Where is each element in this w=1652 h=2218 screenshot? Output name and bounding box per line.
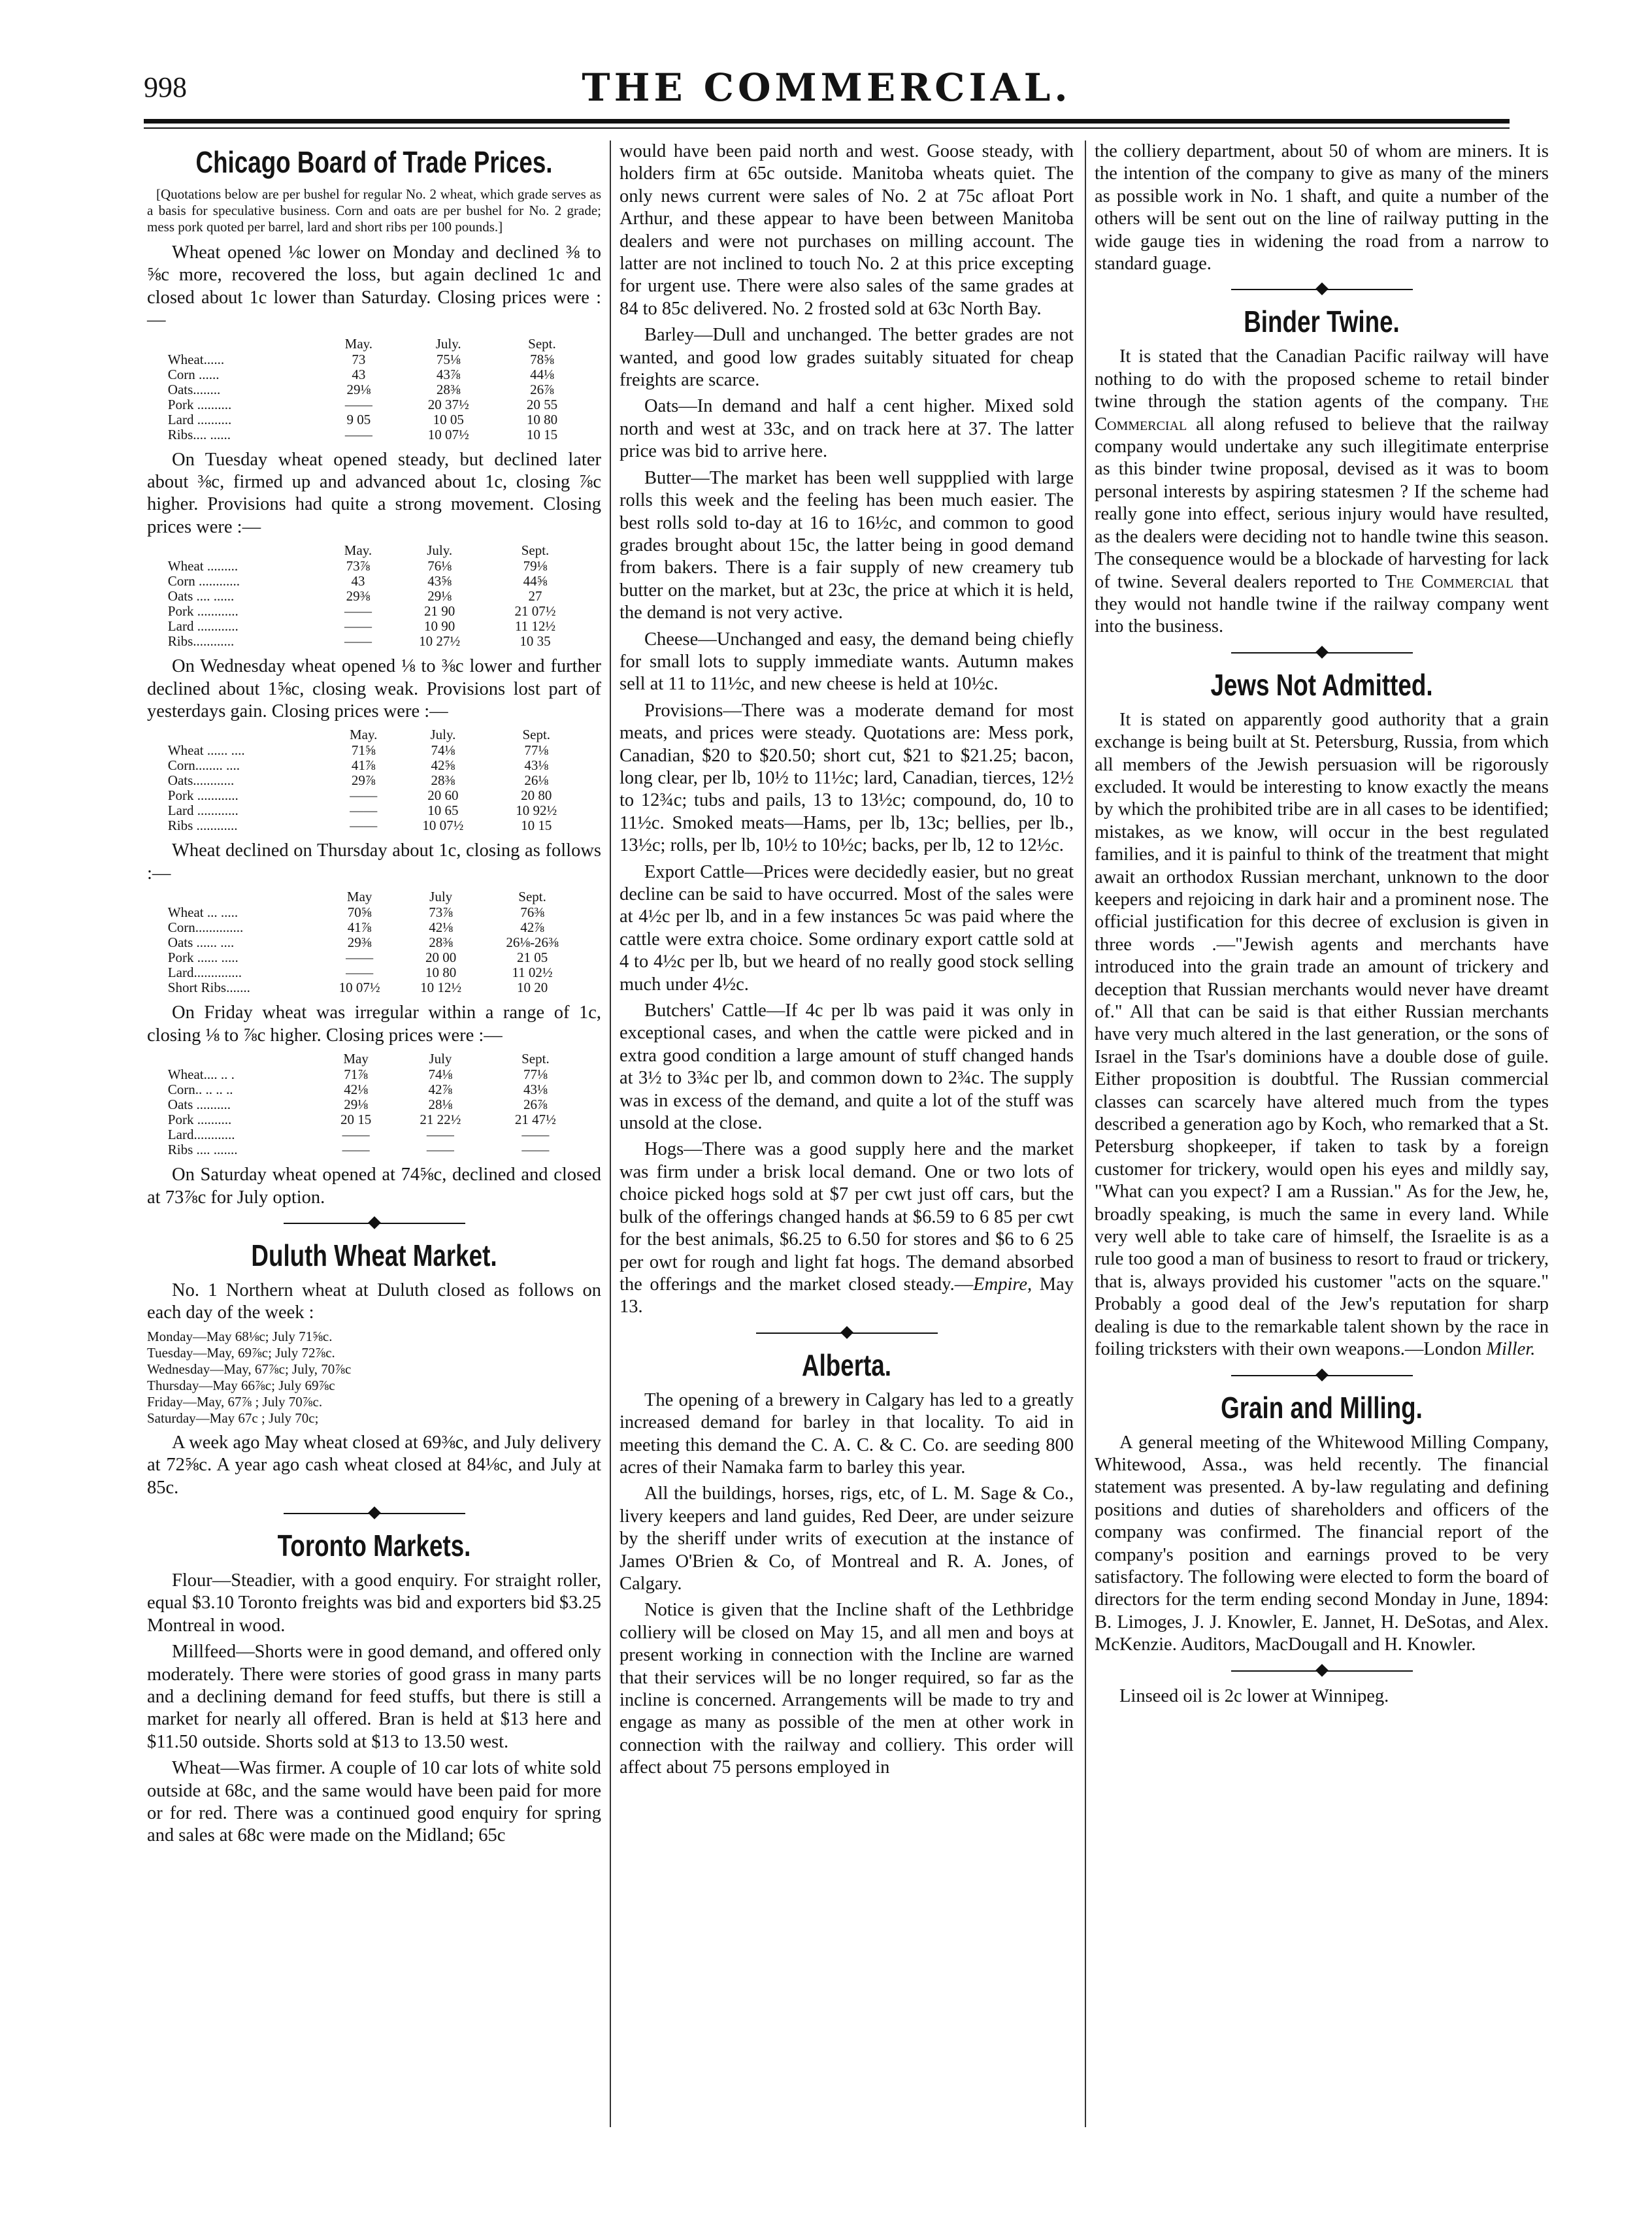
price-cell: 73⅞ (429, 904, 454, 921)
price-cell: 10 90 (424, 618, 455, 635)
table-row (165, 965, 583, 980)
price-cell: 20 00 (425, 950, 457, 966)
duluth-outro: A week ago May wheat closed at 69⅜c, and July delivery at 72⅝c. A year ago cash wheat closed at 84⅛c, and July at 85c. (147, 1432, 601, 1498)
column-1 (147, 141, 601, 1851)
section-separator (147, 1506, 601, 1521)
table-column-header: May. (344, 542, 372, 559)
commodity-label: Ribs............ (167, 633, 235, 650)
price-cell: 20 80 (521, 787, 552, 804)
toronto-export-cattle: Export Cattle—Prices were decidedly easier, but no great decline can be said to have occurred. Most of the sales were at 4½c per lb, and in a few instances 5c was paid where the cattle were extra choice. Some ordinary export cattle sold at 4 to 4½c per lb, but we heard of no really good stock selling much under 4½c. (620, 861, 1074, 995)
toronto-flour: Flour—Steadier, with a good enquiry. For straight roller, equal $3.10 Toronto freights was bid and exporters bid $3.25 Montreal in wood. (147, 1570, 601, 1636)
table-row (165, 367, 583, 382)
table-row (165, 935, 583, 950)
toronto-butchers-cattle: Butchers' Cattle—If 4c per lb was paid it was only in exceptional cases, and when the cattle were picked and in extra good condition a large amount of stuff changed hands at 3½ to 3¾c per lb, and common down to 2¾c. The supply was in excess of the demand, and quite a lot of the stuff was unsold at the close. (620, 1001, 1074, 1134)
price-cell: 20 15 (340, 1112, 372, 1128)
price-cell: 21 47½ (514, 1112, 556, 1128)
commodity-label: Ribs ............ (167, 818, 238, 834)
toronto-wheat-cont: would have been paid north and west. Goose steady, with holders firm at 65c outside. Manitoba wheats quiet. The only news current were sales of No. 2 at 75c afloat Port Arthur, and these appear to have been between Manitoba dealers and were not purchases on milling account. The latter are not inclined to touch No. 2 at this price excepting for urgent use. There were also sales of the same grades at 84 to 85c delivered. No. 2 frosted sold at 63c North Bay. (620, 141, 1074, 319)
alberta-seizure: All the buildings, horses, rigs, etc, of L. M. Sage & Co., livery keepers and land guides, Red Deer, are under seizure by the sheriff under writs of execution at the instance of James O'Brien & Co, of Montreal and R. A. Jones, of Calgary. (620, 1483, 1074, 1594)
price-cell: 29⅜ (346, 588, 371, 604)
price-cell: 10 05 (433, 411, 464, 427)
price-cell: 76⅜ (520, 904, 544, 921)
price-cell: —— (344, 633, 372, 650)
table-row (165, 818, 583, 833)
table-row (165, 905, 583, 920)
commodity-label: Oats............ (167, 772, 235, 789)
section-separator (147, 1216, 601, 1231)
price-cell: 10 65 (427, 803, 459, 819)
table-row (165, 352, 583, 367)
toronto-oats: Oats—In demand and half a cent higher. Mixed sold north and west at 33c, and on track here at 37. The latter price was bid to arrive here. (620, 396, 1074, 462)
chicago-saturday: On Saturday wheat opened at 74⅝c, declined and closed at 73⅞c for July option. (147, 1165, 601, 1208)
duluth-day: Saturday—May 67c ; July 70c; (147, 1410, 319, 1426)
table-row (165, 427, 583, 442)
publication-name: The Commercial (1095, 391, 1549, 435)
column-3 (1095, 141, 1549, 1712)
alberta-colliery: Notice is given that the Incline shaft of the Lethbridge colliery will be closed on May 15, and all men and boys at present working in connection with the Incline are warned that their services will be no longer required, so far as the incline is concerned. Arrangements will be made to try and engage as many as possible of the men at other work in connection with the railway and colliery. This order will affect about 75 persons employed in (620, 1600, 1074, 1778)
price-cell: —— (521, 1142, 550, 1158)
price-cell: 26⅛-26⅜ (506, 935, 559, 951)
binder-twine-heading: Binder Twine. (1244, 305, 1400, 339)
price-cell: 26⅛ (524, 772, 549, 789)
table-column-header: May (346, 889, 372, 905)
commodity-label: Pork .......... (167, 396, 232, 412)
price-cell: 43 (352, 366, 366, 382)
price-cell: 20 55 (526, 396, 558, 412)
price-cell: 29⅛ (427, 588, 452, 604)
price-cell: 10 15 (521, 818, 552, 834)
table-column-header (165, 727, 331, 743)
chicago-heading: Chicago Board of Trade Prices. (195, 145, 553, 179)
price-cell: 42⅛ (344, 1082, 368, 1098)
duluth-intro: No. 1 Northern wheat at Duluth closed as follows on each day of the week : (147, 1280, 601, 1323)
section-separator (620, 1325, 1074, 1341)
price-cell: 10 27½ (419, 633, 461, 650)
section-separator (1095, 1368, 1549, 1383)
commodity-label: Lard.............. (167, 965, 242, 981)
table-row (165, 803, 583, 818)
table-column-header: May (343, 1051, 369, 1067)
price-cell: —— (350, 787, 378, 804)
price-cell: —— (346, 950, 374, 966)
price-cell: 78⅝ (530, 351, 554, 367)
price-cell: 44⅛ (530, 366, 554, 382)
price-cell: 26⅞ (523, 1097, 548, 1113)
commodity-label: Pork ...... ..... (167, 950, 239, 966)
binder-text-b: all along refused to believe that the railway company would undertake any such illegitimate enterprise as this binder twine proposal, devised as it was to boom personal interests by aspiring statesmen ? If the scheme had really gone into effect, serious injury would have resulted, as the dealers were deciding not to handle twine this season. The consequence would be a blockade of harvesting for lack of twine. Several dealers reported to (1095, 414, 1549, 592)
binder-twine-text (1095, 346, 1549, 638)
price-cell: 28⅜ (429, 935, 454, 951)
price-cell: 42⅞ (520, 919, 544, 936)
table-row (165, 1082, 583, 1097)
commodity-label: Ribs .... ....... (167, 1142, 238, 1158)
table-column-header: July. (427, 542, 453, 559)
price-cell: 11 12½ (514, 618, 556, 635)
toronto-provisions: Provisions—There was a moderate demand for most meats, and prices were steady. Quotations are: Mess pork, Canadian, $20 to $20.50; short cut, $21 to $21.25; bacon, long clear, per lb, 10½ to 11½c; lard, Canadian, tierces, 12½ to 12¾c; tubs and pails, 13 to 13½c; compound, do, 10 to 11½c. Smoked meats—Hams, per lb, 13c; bellies, per lb., 13½c; rolls, per lb, 10½ to 10½c; backs, per lb, 12 to 12½c. (620, 700, 1074, 856)
price-cell: 41⅞ (351, 757, 376, 774)
table-row (165, 604, 583, 619)
price-cell: 74⅛ (431, 742, 455, 759)
commodity-label: Pork ............ (167, 787, 239, 804)
duluth-day: Tuesday—May, 69⅞c; July 72⅞c. (147, 1344, 335, 1361)
commodity-label: Oats .......... (167, 1097, 231, 1113)
price-cell: 29⅛ (346, 381, 371, 397)
price-cell: 10 12½ (420, 980, 462, 996)
commodity-label: Lard ............ (167, 803, 239, 819)
table-row (165, 980, 583, 995)
price-table-tuesday (165, 542, 583, 649)
price-cell: —— (342, 1127, 370, 1143)
chicago-monday: Wheat opened ⅛c lower on Monday and declined ⅜ to ⅝c more, recovered the loss, but again declined 1c and closed about 1c lower than Saturday. Closing prices were :— (147, 242, 601, 331)
price-cell: 10 07½ (422, 818, 464, 834)
table-column-header: July. (435, 335, 461, 352)
commodity-label: Corn........ .... (167, 757, 240, 774)
commodity-label: Corn.. .. .. .. (167, 1082, 233, 1098)
duluth-day: Wednesday—May, 67⅞c; July, 70⅞c (147, 1361, 352, 1377)
table-row (165, 920, 583, 935)
page-header (144, 65, 1510, 110)
commodity-label: Short Ribs....... (167, 980, 250, 996)
price-cell: 76⅛ (427, 558, 452, 574)
price-cell: 70⅝ (347, 904, 372, 921)
table-column-header (165, 889, 319, 905)
alberta-heading: Alberta. (801, 1348, 891, 1382)
price-cell: —— (342, 1142, 370, 1158)
price-cell: 44⅝ (523, 573, 548, 589)
duluth-day: Monday—May 68⅛c; July 71⅝c. (147, 1328, 333, 1344)
toronto-barley: Barley—Dull and unchanged. The better grades are not wanted, and good low grades suitably situated for cheap freights are scarce. (620, 325, 1074, 391)
price-cell: 10 07½ (427, 426, 469, 442)
publication-name: The Commercial (1385, 571, 1514, 592)
price-cell: —— (426, 1142, 454, 1158)
commodity-label: Oats ...... .... (167, 935, 235, 951)
table-row (165, 1067, 583, 1082)
commodity-label: Wheat.... .. . (167, 1067, 235, 1083)
table-row (165, 634, 583, 649)
chicago-tuesday: On Tuesday wheat opened steady, but declined later about ⅜c, firmed up and advanced about 1c, closing ⅞c higher. Provisions had quite a strong movement. Closing prices were :— (147, 449, 601, 537)
table-row (165, 589, 583, 604)
commodity-label: Ribs.... ...... (167, 426, 231, 442)
price-cell: 74⅛ (428, 1067, 453, 1083)
price-table-wednesday (165, 727, 583, 833)
table-column-header: July (429, 1051, 452, 1067)
chicago-note: [Quotations below are per bushel for regular No. 2 wheat, which grade serves as a basis for speculative business. Corn and oats are per bushel for No. 2 grade; mess pork quoted per barrel, lard and short ribs per 100 pounds.] (147, 186, 601, 235)
price-cell: 43⅛ (524, 757, 549, 774)
price-cell: 75⅛ (436, 351, 461, 367)
price-cell: 21 07½ (514, 603, 556, 620)
table-column-header: Sept. (521, 542, 550, 559)
price-cell: 43⅛ (523, 1082, 548, 1098)
price-cell: 28⅛ (428, 1097, 453, 1113)
commodity-label: Lard .......... (167, 411, 232, 427)
price-cell: —— (521, 1127, 550, 1143)
header-rule (144, 119, 1510, 124)
price-cell: —— (344, 426, 372, 442)
commodity-label: Lard............ (167, 1127, 235, 1143)
price-cell: 28⅜ (431, 772, 455, 789)
table-row (165, 1112, 583, 1127)
table-column-header (165, 336, 322, 352)
price-cell: —— (344, 618, 372, 635)
table-row (165, 574, 583, 589)
binder-text-a: It is stated that the Canadian Pacific railway will have nothing to do with the proposed scheme to retail binder twine through the station agents of the company. (1095, 346, 1549, 412)
toronto-heading: Toronto Markets. (277, 1528, 471, 1563)
commodity-label: Wheat ......... (167, 558, 239, 574)
price-cell: 73⅞ (346, 558, 371, 574)
jews-body: It is stated on apparently good authority that a grain exchange is being built at St. Petersburg, Russia, from which all members of the Jewish persuasion will be rigorously excluded. It would be interesting to know exactly the means by which the prohibited tribe are in all cases to be identified; mistakes, as we know, will occur in the best regulated families, and it is painful to think of the treatment that might await an orthodox Russian merchant, unknown to the door keepers and rejoicing in dark hair and a prominent nose. The official justification for this decree of exclusion is given in three words .—"Jewish agents and merchants have introduced into the grain trade an amount of trickery and deception that Russian merchants would never have dreamt of." All that can be said is that either Russian merchants have very much altered in the last generation, or the sons of Israel in the Tsar's dominions have a double dose of guile. Either proposition is doubtful. The Russian commercial classes can scarcely have altered much from the types described a generation ago by Koch, who remarked that a St. Petersburg shopkeeper, if taken to task by a foreign customer for trickery, would open his eyes and mildly say, "What can you expect? I am a Russian." As for the Jew, he, broadly speaking, is much the same in every land. While very well able to take care of himself, the Israelite is as a rule too good a man of business to resort to fraud or trickery, that is, always provided his customer "acts on the square." Probably a good deal of the Jew's reputation for sharp dealing is due to the remarkable talent shown by the race in foiling tricksters with their own weapons.—London (1095, 709, 1549, 1360)
hogs-text: Hogs—There was a good supply here and the market was firm under a brisk local demand. One or two lots of choice picked hogs sold at $7 per cwt just off cars, but the bulk of the offerings changed hands at $6.59 to 6 85 per cwt for the best animals, $6.25 to 6.50 for stores and $6 to 6 25 per owt for rough and light fat hogs. The demand absorbed the offerings and the market closed steady.— (620, 1139, 1074, 1295)
table-row (165, 1142, 583, 1157)
price-cell: 43⅝ (427, 573, 452, 589)
price-cell: 20 60 (427, 787, 459, 804)
price-cell: 71⅞ (344, 1067, 368, 1083)
commodity-label: Corn ............ (167, 573, 240, 589)
price-cell: 29⅞ (351, 772, 376, 789)
commodity-label: Lard ............ (167, 618, 239, 635)
commodity-label: Oats .... ...... (167, 588, 235, 604)
price-cell: 20 37½ (427, 396, 469, 412)
section-separator (1095, 645, 1549, 661)
table-row (165, 773, 583, 788)
price-cell: 42⅛ (429, 919, 454, 936)
table-row (165, 1127, 583, 1142)
price-cell: 21 90 (424, 603, 455, 620)
jews-heading: Jews Not Admitted. (1210, 667, 1433, 702)
table-column-header: Sept. (518, 889, 546, 905)
price-cell: 71⅝ (351, 742, 376, 759)
column-divider (1085, 141, 1086, 2127)
duluth-heading: Duluth Wheat Market. (251, 1238, 497, 1272)
price-cell: —— (344, 396, 372, 412)
commodity-label: Oats........ (167, 381, 221, 397)
table-row (165, 758, 583, 773)
table-column-header: July (429, 889, 453, 905)
price-cell: 29⅛ (344, 1097, 368, 1113)
jews-source: Miller. (1486, 1339, 1536, 1360)
toronto-butter: Butter—The market has been well suppplied with large rolls this week and the feeling has been much easier. The best rolls sold to-day at 16 to 16½c, and common to good grades brought about 15c, the latter being in good demand from bakers. There is a fair supply of new creamery tub butter on the market, but at 23c, the price at which it is held, the demand is not very active. (620, 467, 1074, 623)
table-column-header (165, 1051, 319, 1067)
table-column-header: Sept. (521, 1051, 550, 1067)
binder-text-c: that they would not handle twine if the railway company went into the business. (1095, 571, 1549, 637)
alberta-brewery: The opening of a brewery in Calgary has led to a greatly increased demand for barley in that locality. To aid in meeting this demand the C. A. C. & C. Co. are seeding 800 acres of their Namaka farm to barley this year. (620, 1389, 1074, 1478)
chicago-friday: On Friday wheat was irregular within a range of 1c, closing ⅛ to ⅞c higher. Closing prices were :— (147, 1002, 601, 1046)
price-cell: 10 15 (526, 426, 558, 442)
price-cell: 10 20 (516, 980, 548, 996)
price-cell: 73 (352, 351, 366, 367)
price-cell: 21 05 (516, 950, 548, 966)
table-column-header: Sept. (522, 727, 551, 743)
table-row (165, 412, 583, 427)
price-cell: 10 80 (526, 411, 558, 427)
price-cell: 10 35 (520, 633, 551, 650)
chicago-wednesday: On Wednesday wheat opened ⅛ to ⅜c lower and further declined about 1⅝c, closing weak. Provisions lost part of yesterdays gain. Closing prices were :— (147, 656, 601, 722)
toronto-hogs (620, 1138, 1074, 1318)
grain-milling-heading: Grain and Milling. (1221, 1390, 1423, 1425)
masthead: THE COMMERCIAL. (582, 65, 1072, 110)
price-cell: 41⅞ (347, 919, 372, 936)
table-row (165, 619, 583, 634)
price-cell: —— (426, 1127, 454, 1143)
page-number: 998 (144, 71, 187, 103)
table-row (165, 1097, 583, 1112)
price-table-monday (165, 336, 583, 442)
toronto-cheese: Cheese—Unchanged and easy, the demand being chiefly for small lots to supply immediate wants. Autumn makes sell at 11 to 11½c, and new cheese is held at 10½c. (620, 629, 1074, 695)
price-cell: —— (346, 965, 374, 981)
duluth-day: Thursday—May 66⅞c; July 69⅞c (147, 1377, 335, 1393)
price-cell: 43 (351, 573, 365, 589)
price-cell: 27 (528, 588, 542, 604)
column-divider (610, 141, 611, 2127)
hogs-date: May 13. (620, 1274, 1074, 1317)
duluth-day: Friday—May, 67⅞ ; July 70⅞c. (147, 1393, 323, 1410)
table-row (165, 743, 583, 758)
section-separator (1095, 282, 1549, 297)
linseed-note: Linseed oil is 2c lower at Winnipeg. (1119, 1685, 1389, 1706)
price-cell: 77⅛ (523, 1067, 548, 1083)
price-cell: 9 05 (346, 411, 371, 427)
toronto-wheat: Wheat—Was firmer. A couple of 10 car lots of white sold outside at 68c, and the same would have been paid for more or for red. There was a continued good enquiry for spring and sales at 68c were made on the Midland; 65c (147, 1758, 601, 1846)
price-cell: —— (350, 818, 378, 834)
price-cell: 79⅛ (523, 558, 548, 574)
column-2 (620, 141, 1074, 1783)
table-row (165, 788, 583, 803)
table-column-header: July. (430, 727, 456, 743)
table-row (165, 397, 583, 412)
price-cell: 10 92½ (516, 803, 557, 819)
price-cell: —— (344, 603, 372, 620)
commodity-label: Pork .......... (167, 1112, 232, 1128)
price-cell: 10 07½ (339, 980, 380, 996)
price-table-thursday (165, 889, 583, 995)
commodity-label: Corn.............. (167, 919, 244, 936)
price-cell: 26⅞ (530, 381, 554, 397)
chicago-thursday: Wheat declined on Thursday about 1c, closing as follows :— (147, 840, 601, 884)
table-column-header (165, 542, 325, 559)
toronto-millfeed: Millfeed—Shorts were in good demand, and offered only moderately. There were stories of good grass in many parts and a declining demand for feed stuffs, but there is still a market for nearly all offered. Bran is held at $13 here and $11.50 outside. Shorts sold at $13 to 13.50 west. (147, 1642, 601, 1752)
section-separator (1095, 1663, 1549, 1679)
price-cell: 42⅝ (431, 757, 455, 774)
table-column-header: Sept. (528, 335, 556, 352)
commodity-label: Wheat ...... .... (167, 742, 245, 759)
table-column-header: May. (349, 727, 378, 743)
price-cell: 77⅛ (524, 742, 549, 759)
price-cell: 43⅞ (436, 366, 461, 382)
table-row (165, 559, 583, 574)
price-table-friday (165, 1051, 583, 1157)
commodity-label: Corn ...... (167, 366, 220, 382)
price-cell: 29⅜ (347, 935, 372, 951)
price-cell: 21 22½ (420, 1112, 461, 1128)
header-rule-thin (144, 127, 1510, 129)
price-cell: 28⅜ (436, 381, 461, 397)
commodity-label: Wheat...... (167, 351, 225, 367)
table-row (165, 950, 583, 965)
table-row (165, 382, 583, 397)
commodity-label: Wheat ... ..... (167, 904, 239, 921)
table-column-header: May. (344, 335, 373, 352)
hogs-source: Empire, (973, 1274, 1032, 1295)
alberta-colliery-cont: the colliery department, about 50 of whom are miners. It is the intention of the company to give as many of the miners as possible work in No. 1 shaft, and quite a number of the others will be sent out on the line of railway putting in the wide gauge ties in widening the road from a narrow to standard guage. (1095, 141, 1549, 274)
price-cell: 11 02½ (512, 965, 553, 981)
commodity-label: Pork ............ (167, 603, 239, 620)
price-cell: 42⅞ (428, 1082, 453, 1098)
grain-milling-text: A general meeting of the Whitewood Milling Company, Whitewood, Assa., was held recently. The financial statement was presented. A by-law regulating and defining positions and duties of shareholders and officers of the company was confirmed. The financial report of the company's position and earnings proved to be very satisfactory. The following were elected to form the board of directors for the term ending second Monday in June, 1894: B. Limoges, J. J. Knowler, E. Jannet, H. DeSotas, and Alex. McKenzie. Auditors, MacDougall and H. Knowler. (1095, 1432, 1549, 1655)
price-cell: 10 80 (425, 965, 457, 981)
jews-text (1095, 709, 1549, 1361)
price-cell: —— (350, 803, 378, 819)
